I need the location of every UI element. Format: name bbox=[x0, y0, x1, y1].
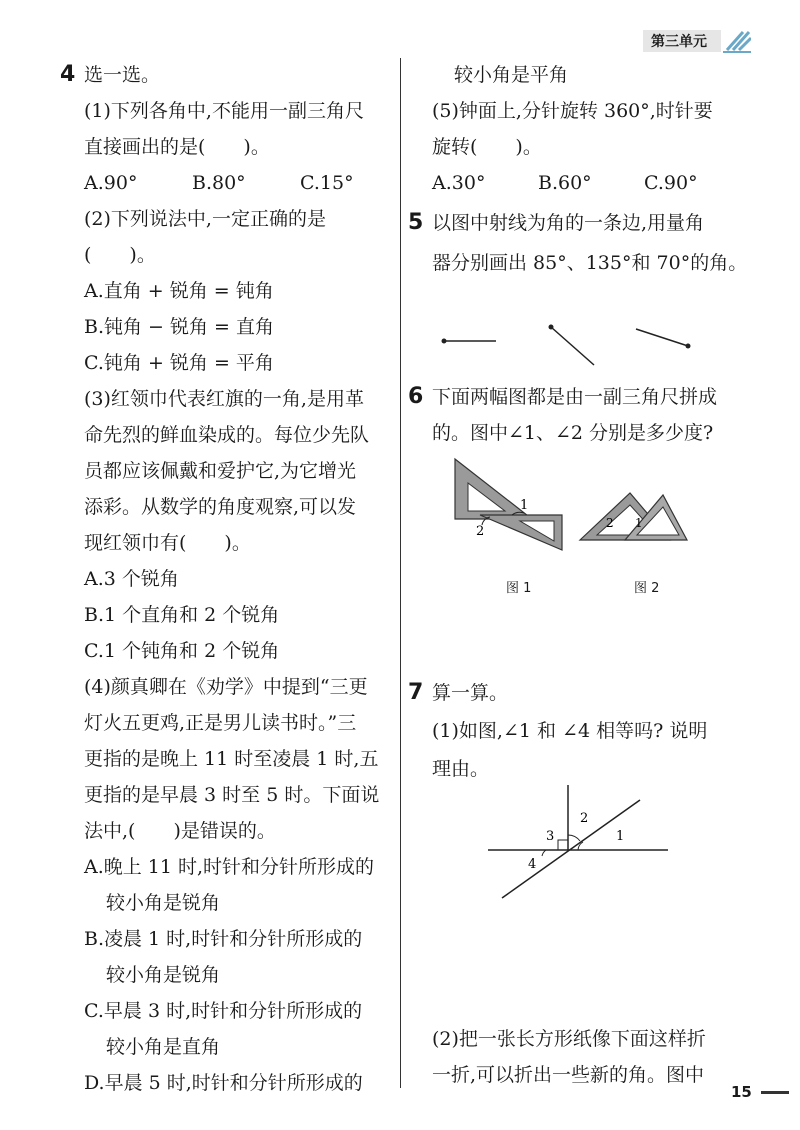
question-7-title: 算一算。 bbox=[432, 682, 509, 704]
q7-2-line: (2)把一张长方形纸像下面这样折 bbox=[432, 1028, 706, 1050]
figure-2-caption: 图 2 bbox=[634, 581, 660, 596]
unit-title: 第三单元 bbox=[651, 34, 707, 50]
question-number-5: 5 bbox=[408, 210, 424, 235]
q4-4-option-a-cont: 较小角是锐角 bbox=[106, 892, 221, 914]
q4-5-option-c: C.90° bbox=[644, 172, 698, 194]
set-square-figure-1 bbox=[450, 455, 570, 555]
q4-4-option-c: C.早晨 3 时,时针和分针所形成的 bbox=[84, 1000, 363, 1022]
q4-4-option-a: A.晚上 11 时,时针和分针所形成的 bbox=[84, 856, 375, 878]
intersecting-lines-figure bbox=[480, 780, 680, 900]
q4-2-option-a: A.直角 + 锐角 = 钝角 bbox=[84, 280, 274, 302]
q6-line: 的。图中∠1、∠2 分别是多少度? bbox=[432, 422, 714, 444]
q4-1-option-b: B.80° bbox=[192, 172, 246, 194]
q7-1-line: 理由。 bbox=[432, 758, 490, 780]
q4-line: 更指的是早晨 3 时至 5 时。下面说 bbox=[84, 784, 380, 806]
q6-line: 下面两幅图都是由一副三角尺拼成 bbox=[432, 386, 718, 408]
ray-3 bbox=[636, 329, 691, 349]
q4-1-option-a: A.90° bbox=[84, 172, 138, 194]
q4-line: (3)红领巾代表红旗的一角,是用革 bbox=[84, 388, 364, 410]
q4-4-option-c-cont: 较小角是直角 bbox=[106, 1036, 221, 1058]
question-4-title: 选一选。 bbox=[84, 64, 161, 86]
page-number bbox=[731, 1083, 789, 1101]
q4-line: 灯火五更鸡,正是男儿读书时。”三 bbox=[84, 712, 357, 734]
q4-line: ( )。 bbox=[84, 244, 156, 266]
ray-2 bbox=[549, 325, 595, 366]
q4-line: (4)颜真卿在《劝学》中提到“三更 bbox=[84, 676, 368, 698]
q4-4-option-b-cont: 较小角是锐角 bbox=[106, 964, 221, 986]
q4-line: 现红领巾有( )。 bbox=[84, 532, 251, 554]
rays-figure bbox=[430, 320, 700, 370]
angle-4-label: 4 bbox=[528, 857, 537, 872]
q7-1-line: (1)如图,∠1 和 ∠4 相等吗? 说明 bbox=[432, 720, 708, 742]
fig2-angle-2-label: 2 bbox=[606, 516, 614, 530]
fig1-angle-2-label: 2 bbox=[476, 524, 485, 539]
unit-header bbox=[643, 28, 751, 54]
q4-3-option-b: B.1 个直角和 2 个锐角 bbox=[84, 604, 280, 626]
q7-2-line: 一折,可以折出一些新的角。图中 bbox=[432, 1064, 705, 1086]
fig2-angle-1-label: 1 bbox=[635, 516, 643, 530]
column-divider bbox=[400, 58, 401, 1088]
question-number-4: 4 bbox=[60, 62, 76, 87]
q4-5-option-b: B.60° bbox=[538, 172, 592, 194]
page-number-dash bbox=[761, 1091, 789, 1094]
q4-line: 添彩。从数学的角度观察,可以发 bbox=[84, 496, 357, 518]
angle-2-label: 2 bbox=[580, 811, 589, 826]
q4-4-option-b: B.凌晨 1 时,时针和分针所形成的 bbox=[84, 928, 363, 950]
q4-5-line: 旋转( )。 bbox=[432, 136, 542, 158]
q4-2-option-b: B.钝角 − 锐角 = 直角 bbox=[84, 316, 275, 338]
q4-line: (2)下列说法中,一定正确的是 bbox=[84, 208, 326, 230]
fig1-angle-1-label: 1 bbox=[520, 498, 529, 513]
q4-line: 更指的是晚上 11 时至凌晨 1 时,五 bbox=[84, 748, 379, 770]
page-number-value: 15 bbox=[731, 1083, 752, 1101]
ray-1 bbox=[442, 339, 497, 344]
q4-line: 直接画出的是( )。 bbox=[84, 136, 270, 158]
q4-4-option-d-cont: 较小角是平角 bbox=[454, 64, 569, 86]
q4-1-option-c: C.15° bbox=[300, 172, 354, 194]
q4-line: 法中,( )是错误的。 bbox=[84, 820, 276, 842]
angle-3-label: 3 bbox=[546, 829, 555, 844]
q4-line: 员都应该佩戴和爱护它,为它增光 bbox=[84, 460, 357, 482]
question-number-6: 6 bbox=[408, 384, 424, 409]
q4-5-option-a: A.30° bbox=[432, 172, 486, 194]
q5-line: 以图中射线为角的一条边,用量角 bbox=[432, 212, 705, 234]
q4-2-option-c: C.钝角 + 锐角 = 平角 bbox=[84, 352, 274, 374]
q4-3-option-a: A.3 个锐角 bbox=[84, 568, 179, 590]
q4-line: 命先烈的鲜血染成的。每位少先队 bbox=[84, 424, 370, 446]
figure-1-caption: 图 1 bbox=[506, 581, 532, 596]
question-number-7: 7 bbox=[408, 680, 424, 705]
q5-line: 器分别画出 85°、135°和 70°的角。 bbox=[432, 252, 748, 274]
q4-4-option-d: D.早晨 5 时,时针和分针所形成的 bbox=[84, 1072, 363, 1094]
q4-3-option-c: C.1 个钝角和 2 个锐角 bbox=[84, 640, 280, 662]
q4-line: (1)下列各角中,不能用一副三角尺 bbox=[84, 100, 364, 122]
angle-1-label: 1 bbox=[616, 829, 625, 844]
set-square-figure-2 bbox=[575, 485, 695, 555]
q4-5-line: (5)钟面上,分针旋转 360°,时针要 bbox=[432, 100, 713, 122]
